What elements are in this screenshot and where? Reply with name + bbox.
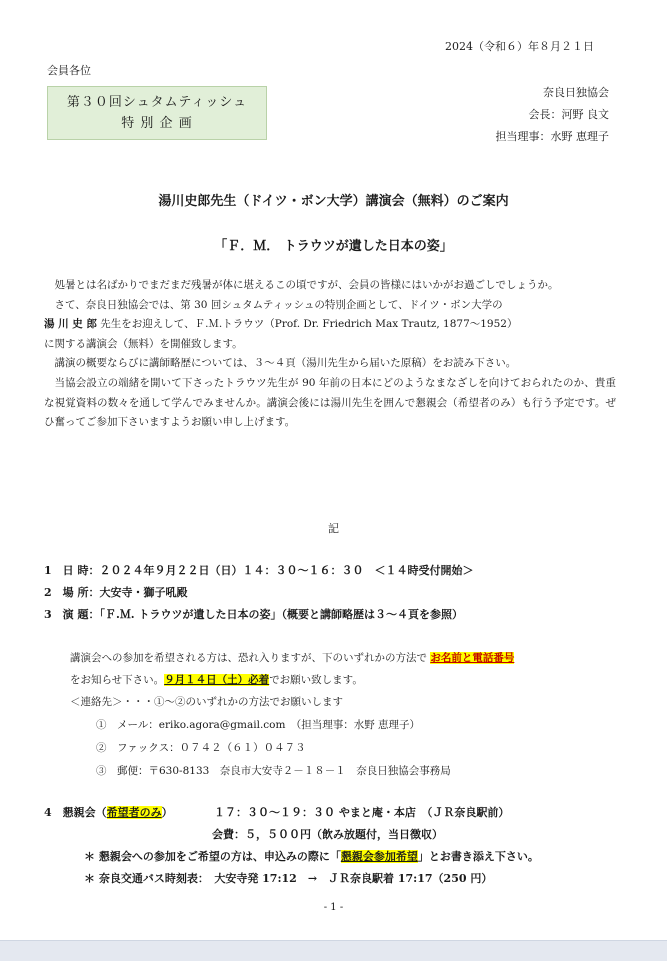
party-fee: 会費：５，５００円（飲み放題付，当日徴収） bbox=[212, 828, 443, 841]
deadline-highlight: ９月１４日（土）必着 bbox=[164, 674, 270, 686]
paragraph-intro-end: に関する講演会（無料）を開催致します。 bbox=[44, 337, 243, 350]
party-note1-text: ＊ 懇親会への参加をご希望の方は、申込みの際に「 bbox=[84, 850, 341, 863]
event-badge bbox=[47, 86, 267, 140]
registration-text2: をお知らせ下さい。 bbox=[70, 674, 165, 686]
party-label bbox=[44, 804, 173, 820]
party-note1 bbox=[84, 848, 539, 864]
paragraph-invitation: 当協会設立の端緒を開いて下さったトラウツ先生が 90 年前の日本にどのようなまなざしを向けておられたのか、貴重な視覚資料の数々を通して学んでみませんか。講演会後には湯川先生を囲んで懇親会（希望者のみ）も行う予定です。ぜひ奮ってご参加下さいますようお願い申し上げます。 bbox=[44, 376, 616, 429]
paragraph-overview: 講演の概要ならびに講師略歴については、３～４頁（湯川先生から届いた原稿）をお読み下さい。 bbox=[54, 357, 517, 370]
contact-heading: ＜連絡先＞・・・①～②のいずれかの方法でお願いします bbox=[70, 696, 343, 708]
item-topic: 3 演 題：「Ｆ.Ｍ. トラウツが遺した日本の姿」（概要と講師略歴は３～４頁を参照） bbox=[44, 608, 463, 621]
party-hl: 希望者のみ bbox=[106, 806, 162, 819]
party-label-end: ） bbox=[161, 806, 173, 819]
contact-fax: ② ファックス：０７４２（６１）０４７３ bbox=[96, 742, 306, 754]
party-note1-end: 」とお書き添え下さい。 bbox=[417, 850, 539, 863]
registration-text3: でお願い致します。 bbox=[269, 674, 363, 686]
party-note2: ＊ 奈良交通バス時刻表： 大安寺発 17:12 → ＪＲ奈良駅着 17:17（250 円） bbox=[84, 872, 493, 885]
lecturer-name: 湯 川 史 郎 bbox=[44, 318, 97, 331]
sender-org: 奈良日独協会 bbox=[543, 86, 609, 99]
item-venue: 2 場 所：大安寺・獅子吼殿 bbox=[44, 586, 188, 599]
document-title: 湯川史郎先生（ドイツ・ボン大学）講演会（無料）のご案内 bbox=[158, 194, 509, 209]
contact-email: ① メール：eriko.agora@gmail.com （担当理事：水野 恵理子） bbox=[96, 719, 421, 731]
registration-text: 講演会への参加を希望される方は、恐れ入りますが、下のいずれかの方法で bbox=[70, 652, 431, 664]
body-text bbox=[44, 276, 616, 433]
recipient: 会員各位 bbox=[47, 64, 91, 77]
page-number: - 1 - bbox=[323, 902, 344, 913]
lecturer-rest: 先生をお迎えして、Ｆ.Ｍ.トラウツ（Prof. Dr. Friedrich Max Trautz, 1877～1952） bbox=[96, 318, 518, 331]
sender-president: 会長：河野 良文 bbox=[528, 108, 609, 121]
lecture-subtitle: 「Ｆ．Ｍ． トラウツが遺した日本の姿」 bbox=[214, 239, 453, 254]
badge-line1: 第３０回シュタムティッシュ bbox=[66, 95, 248, 110]
sender-director: 担当理事：水野 恵理子 bbox=[495, 130, 609, 143]
item-datetime: 1 日 時：２０２４年９月２２日（日）１４：３０～１６：３０ ＜１４時受付開始＞ bbox=[44, 564, 474, 577]
name-phone-highlight: お名前と電話番号 bbox=[430, 652, 515, 664]
registration-line2 bbox=[70, 672, 363, 687]
document-date: 2024（令和６）年８月２１日 bbox=[445, 40, 594, 53]
paragraph-intro-cont bbox=[44, 315, 616, 335]
party-label-text: 4 懇親会（ bbox=[44, 806, 107, 819]
registration-line1 bbox=[70, 650, 514, 665]
paragraph-intro: さて、奈良日独協会では、第 30 回シュタムティッシュの特別企画として、ドイツ・ボン大学の bbox=[54, 298, 503, 311]
viewer-bottom-bar bbox=[0, 940, 667, 961]
ki-heading: 記 bbox=[328, 522, 339, 535]
party-request-hl: 懇親会参加希望 bbox=[340, 850, 418, 863]
paragraph-greeting: 処暑とは名ばかりでまだまだ残暑が体に堪えるこの頃ですが、会員の皆様にはいかがお過ごしでしょうか。 bbox=[54, 279, 559, 291]
contact-mail: ③ 郵便：〒630-8133 奈良市大安寺２－１８－１ 奈良日独協会事務局 bbox=[96, 765, 451, 777]
badge-line2: 特 別 企 画 bbox=[121, 116, 193, 131]
party-time: １７：３０～１９：３０ やまと庵・本店 （ＪＲ奈良駅前） bbox=[214, 806, 510, 819]
